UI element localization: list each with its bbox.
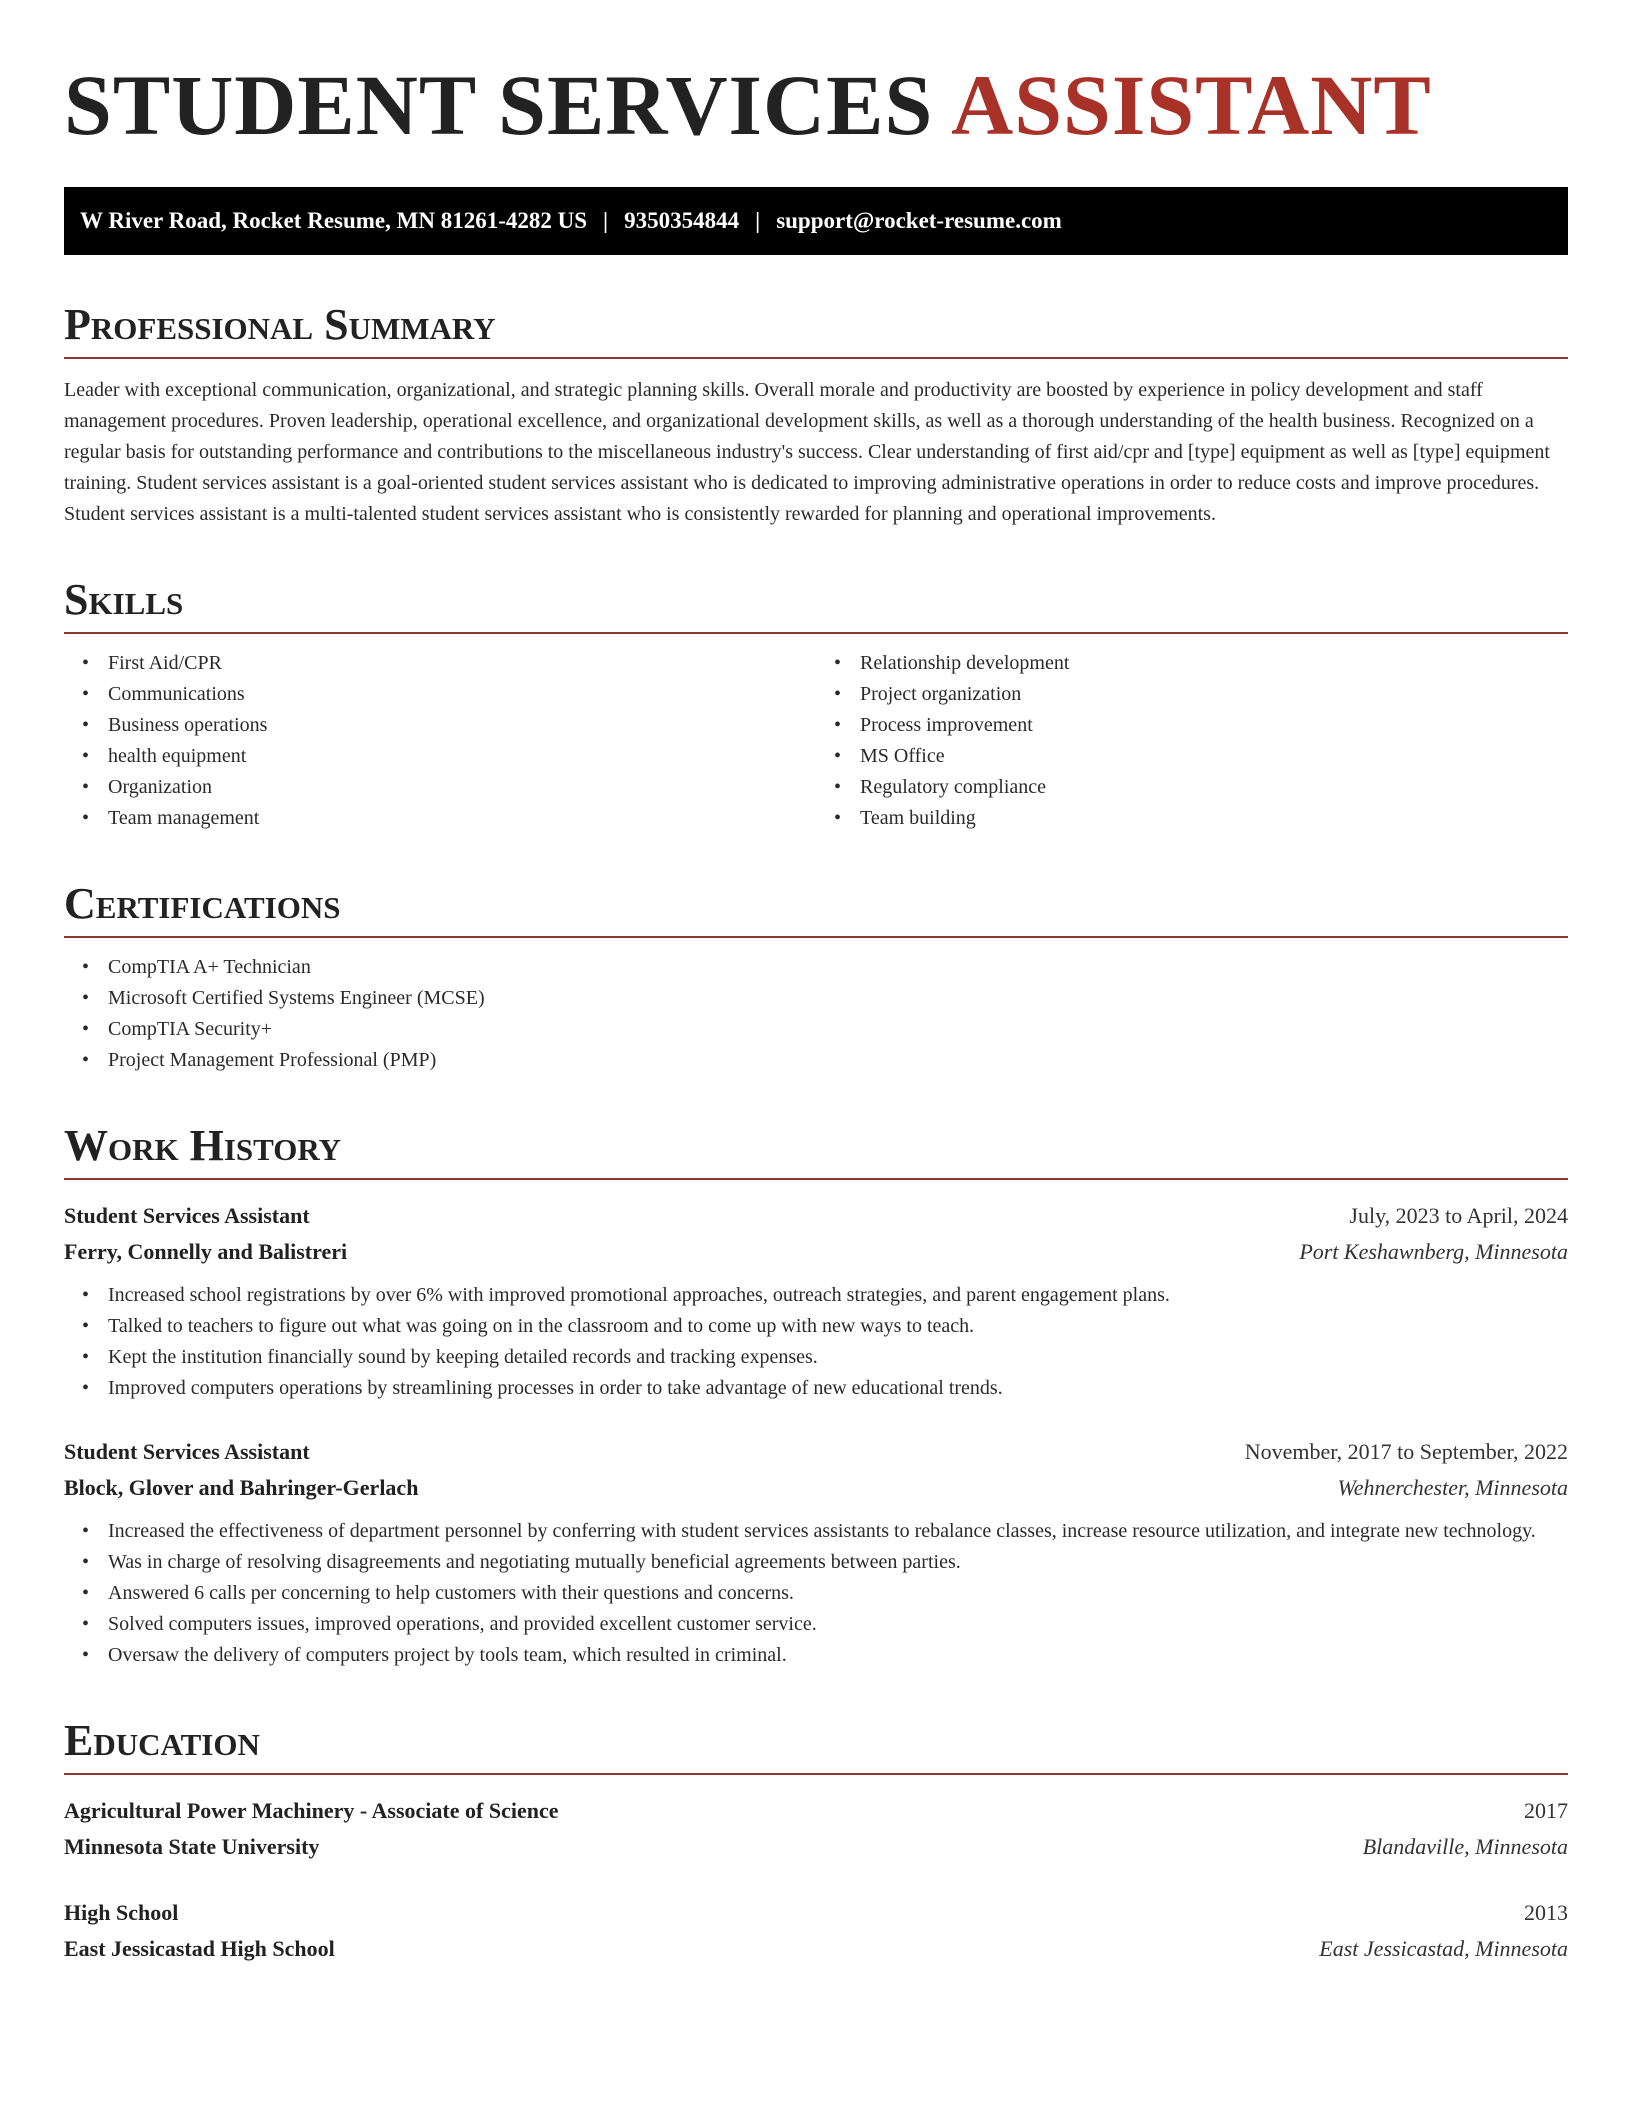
job-bullet: • Talked to teachers to figure out what was going on in the classroom and to come up with new ways to teach. <box>82 1315 975 1337</box>
education-location: Blandaville, Minnesota <box>1362 1834 1568 1859</box>
resume-title <box>64 55 1568 155</box>
job-title: Student Services Assistant <box>64 1439 310 1464</box>
job-entry <box>64 1434 1568 1671</box>
education-heading: Education <box>64 1715 1568 1775</box>
job-company: Block, Glover and Bahringer-Gerlach <box>64 1475 419 1500</box>
contact-address: W River Road, Rocket Resume, MN 81261-4282 US <box>80 208 588 233</box>
contact-bar <box>64 187 1568 255</box>
job-bullets <box>64 1280 1568 1404</box>
education-degree: Agricultural Power Machinery - Associate of Science <box>64 1798 559 1823</box>
skill-item: • Team building <box>834 807 976 829</box>
job-bullet: • Increased school registrations by over 6% with improved promotional approaches, outreach strategies, and parent engagement plans. <box>82 1284 1170 1306</box>
skill-item: • Communications <box>82 683 245 705</box>
job-bullet: • Was in charge of resolving disagreements and negotiating mutually beneficial agreements between parties. <box>82 1551 961 1573</box>
skills-left-list <box>64 648 816 834</box>
contact-separator: | <box>603 208 609 233</box>
skill-item: • Business operations <box>82 714 268 736</box>
education-location: East Jessicastad, Minnesota <box>1319 1936 1568 1961</box>
job-bullet: • Kept the institution financially sound by keeping detailed records and tracking expenses. <box>82 1346 818 1368</box>
skill-item: • health equipment <box>82 745 247 767</box>
education-year: 2013 <box>1524 1900 1568 1925</box>
job-bullet: • Solved computers issues, improved operations, and provided excellent customer service. <box>82 1613 817 1635</box>
certification-item: • CompTIA A+ Technician <box>82 956 311 978</box>
contact-phone: 9350354844 <box>624 208 740 233</box>
skill-item: • Process improvement <box>834 714 1033 736</box>
job-dates: July, 2023 to April, 2024 <box>1349 1203 1568 1228</box>
certification-item: • Microsoft Certified Systems Engineer (MCSE) <box>82 987 485 1009</box>
skill-item: • Organization <box>82 776 213 798</box>
certification-item: • CompTIA Security+ <box>82 1018 273 1040</box>
skills-grid <box>64 648 1568 834</box>
education-school: Minnesota State University <box>64 1834 320 1859</box>
skill-item: • First Aid/CPR <box>82 652 222 674</box>
education-school: East Jessicastad High School <box>64 1936 335 1961</box>
education-entry <box>64 1793 1568 1865</box>
skill-item: • MS Office <box>834 745 945 767</box>
job-title: Student Services Assistant <box>64 1203 310 1228</box>
job-location: Wehnerchester, Minnesota <box>1337 1475 1568 1500</box>
job-entry <box>64 1198 1568 1404</box>
contact-separator: | <box>755 208 761 233</box>
job-dates: November, 2017 to September, 2022 <box>1244 1439 1568 1464</box>
certifications-heading: Certifications <box>64 878 1568 938</box>
skill-item: • Project organization <box>834 683 1022 705</box>
education-entry <box>64 1895 1568 1967</box>
job-location: Port Keshawnberg, Minnesota <box>1299 1239 1568 1264</box>
job-bullet: • Increased the effectiveness of department personnel by conferring with student services assistants to rebalance classes, increase resource utilization, and integrate new technology. <box>82 1520 1536 1542</box>
skill-item: • Team management <box>82 807 260 829</box>
job-company: Ferry, Connelly and Balistreri <box>64 1239 348 1264</box>
summary-heading: Professional Summary <box>64 299 1568 359</box>
summary-text: Leader with exceptional communication, organizational, and strategic planning skills. Overall morale and productivity are boosted by experience in policy development and staff management procedures. Proven leadership, operational excellence, and organizational development skills, as well as a thorough understanding of the health business. Recognized on a regular basis for outstanding performance and contributions to the miscellaneous industry's success. Clear understanding of first aid/cpr and [type] equipment as well as [type] equipment training. Student services assistant is a goal-oriented student services assistant who is dedicated to improving administrative operations in order to reduce costs and improve procedures. Student services assistant is a multi-talented student services assistant who is consistently rewarded for planning and operational improvements. <box>64 379 1550 525</box>
job-bullet: • Improved computers operations by streamlining processes in order to take advantage of new educational trends. <box>82 1377 1003 1399</box>
skill-item: • Relationship development <box>834 652 1070 674</box>
contact-email: support@rocket-resume.com <box>776 208 1062 233</box>
certification-item: • Project Management Professional (PMP) <box>82 1049 437 1071</box>
job-bullet: • Answered 6 calls per concerning to help customers with their questions and concerns. <box>82 1582 794 1604</box>
education-year: 2017 <box>1524 1798 1568 1823</box>
title-main: STUDENT SERVICES <box>64 57 934 153</box>
certifications-list <box>64 952 1568 1076</box>
title-accent: ASSISTANT <box>951 57 1432 153</box>
skills-right-list <box>816 648 1568 834</box>
work-history-heading: Work History <box>64 1120 1568 1180</box>
skills-heading: Skills <box>64 574 1568 634</box>
job-bullets <box>64 1516 1568 1671</box>
job-bullet: • Oversaw the delivery of computers project by tools team, which resulted in criminal. <box>82 1644 787 1666</box>
skill-item: • Regulatory compliance <box>834 776 1047 798</box>
education-degree: High School <box>64 1900 179 1925</box>
